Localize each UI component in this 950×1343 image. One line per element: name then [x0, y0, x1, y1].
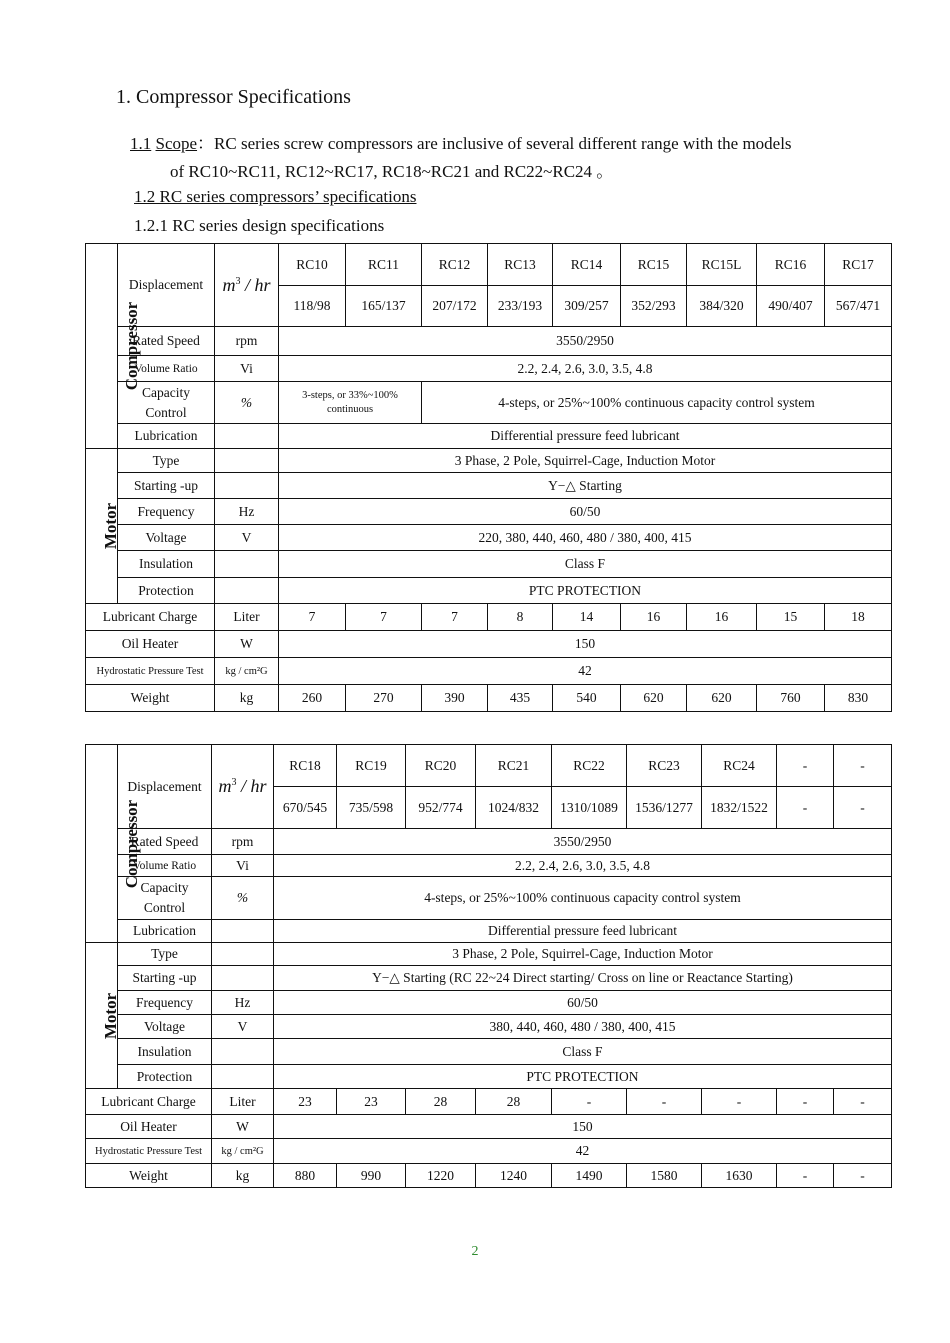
weight-unit: kg — [215, 685, 279, 712]
model-header: RC15L — [687, 244, 757, 286]
weight-unit: kg — [212, 1164, 274, 1188]
frequency-unit: Hz — [215, 499, 279, 525]
lubrication-unit — [212, 920, 274, 943]
hydrostatic-pressure-value: 42 — [279, 658, 892, 685]
oil-heater-unit: W — [212, 1115, 274, 1139]
type-unit — [215, 449, 279, 473]
model-header: RC16 — [757, 244, 825, 286]
model-header: RC19 — [337, 745, 406, 787]
lubricant-charge-value: 7 — [279, 604, 346, 631]
insulation-value: Class F — [274, 1039, 892, 1065]
scope-paragraph — [130, 130, 850, 186]
starting-up-unit — [212, 966, 274, 991]
weight-value: - — [777, 1164, 834, 1188]
model-header: RC14 — [553, 244, 621, 286]
starting-up-label: Starting -up — [118, 473, 215, 499]
displacement-value: - — [834, 787, 892, 829]
capacity-control-small-models: 3-steps, or 33%~100% continuous — [279, 382, 422, 424]
model-header: RC15 — [621, 244, 687, 286]
scope-end: 。 — [596, 162, 614, 181]
rated-speed-label: Rated Speed — [118, 327, 215, 356]
volume-ratio-value: 2.2, 2.4, 2.6, 3.0, 3.5, 4.8 — [279, 356, 892, 382]
frequency-unit: Hz — [212, 991, 274, 1015]
weight-value: 260 — [279, 685, 346, 712]
scope-colon: ： — [197, 134, 215, 153]
starting-up-unit — [215, 473, 279, 499]
weight-value: 990 — [337, 1164, 406, 1188]
displacement-value: - — [777, 787, 834, 829]
lubricant-charge-label: Lubricant Charge — [86, 604, 215, 631]
weight-value: 1630 — [702, 1164, 777, 1188]
weight-value: 760 — [757, 685, 825, 712]
page-number: 2 — [471, 1244, 479, 1259]
starting-up-value: Y−△ Starting — [279, 473, 892, 499]
model-header: RC23 — [627, 745, 702, 787]
volume-ratio-label: Volume Ratio — [118, 855, 212, 877]
oil-heater-unit: W — [215, 631, 279, 658]
weight-value: 1240 — [476, 1164, 552, 1188]
lubricant-charge-value: 16 — [621, 604, 687, 631]
hydrostatic-pressure-value: 42 — [274, 1139, 892, 1164]
displacement-value: 735/598 — [337, 787, 406, 829]
hydrostatic-pressure-unit: kg / cm²G — [215, 658, 279, 685]
frequency-label: Frequency — [118, 991, 212, 1015]
protection-unit — [215, 578, 279, 604]
weight-value: 620 — [621, 685, 687, 712]
displacement-value: 1832/1522 — [702, 787, 777, 829]
lubricant-charge-value: - — [777, 1089, 834, 1115]
voltage-label: Voltage — [118, 525, 215, 551]
lubrication-label: Lubrication — [118, 424, 215, 449]
lubricant-charge-value: - — [627, 1089, 702, 1115]
protection-label: Protection — [118, 1065, 212, 1089]
type-label: Type — [118, 449, 215, 473]
displacement-value: 165/137 — [346, 286, 422, 327]
rated-speed-value: 3550/2950 — [274, 829, 892, 855]
type-label: Type — [118, 943, 212, 966]
weight-value: 880 — [274, 1164, 337, 1188]
capacity-control-label: Capacity Control — [118, 877, 212, 920]
rated-speed-label: Rated Speed — [118, 829, 212, 855]
compressor-group-label: Compressor — [86, 244, 118, 449]
capacity-control-unit: % — [212, 877, 274, 920]
oil-heater-label: Oil Heater — [86, 631, 215, 658]
type-unit — [212, 943, 274, 966]
displacement-value: 1024/832 — [476, 787, 552, 829]
weight-value: 830 — [825, 685, 892, 712]
scope-number: 1.1 — [130, 134, 152, 153]
model-header: RC11 — [346, 244, 422, 286]
displacement-unit: $m^3$ / hr — [212, 745, 274, 829]
model-header: - — [834, 745, 892, 787]
weight-label: Weight — [86, 1164, 212, 1188]
capacity-control-label: Capacity Control — [118, 382, 215, 424]
lubricant-charge-value: 14 — [553, 604, 621, 631]
lubrication-unit — [215, 424, 279, 449]
lubricant-charge-unit: Liter — [212, 1089, 274, 1115]
lubricant-charge-label: Lubricant Charge — [86, 1089, 212, 1115]
capacity-control-value: 4-steps, or 25%~100% continuous capacity control system — [422, 382, 892, 424]
hydrostatic-pressure-unit: kg / cm²G — [212, 1139, 274, 1164]
motor-group-label: Motor — [86, 449, 118, 604]
weight-value: 1580 — [627, 1164, 702, 1188]
model-header: RC22 — [552, 745, 627, 787]
oil-heater-value: 150 — [274, 1115, 892, 1139]
scope-text-2: of RC10~RC11, RC12~RC17, RC18~RC21 and RC22~RC24 — [170, 162, 593, 181]
weight-value: 1220 — [406, 1164, 476, 1188]
model-header: RC13 — [488, 244, 553, 286]
frequency-value: 60/50 — [279, 499, 892, 525]
weight-value: 1490 — [552, 1164, 627, 1188]
voltage-value: 220, 380, 440, 460, 480 / 380, 400, 415 — [279, 525, 892, 551]
insulation-unit — [212, 1039, 274, 1065]
insulation-label: Insulation — [118, 551, 215, 578]
voltage-unit: V — [212, 1015, 274, 1039]
voltage-unit: V — [215, 525, 279, 551]
model-header: RC17 — [825, 244, 892, 286]
displacement-value: 352/293 — [621, 286, 687, 327]
weight-value: 620 — [687, 685, 757, 712]
volume-ratio-unit: Vi — [212, 855, 274, 877]
compressor-group-label: Compressor — [86, 745, 118, 943]
model-header: RC20 — [406, 745, 476, 787]
lubricant-charge-value: 18 — [825, 604, 892, 631]
voltage-value: 380, 440, 460, 480 / 380, 400, 415 — [274, 1015, 892, 1039]
insulation-unit — [215, 551, 279, 578]
insulation-label: Insulation — [118, 1039, 212, 1065]
displacement-value: 490/407 — [757, 286, 825, 327]
volume-ratio-value: 2.2, 2.4, 2.6, 3.0, 3.5, 4.8 — [274, 855, 892, 877]
rated-speed-unit: rpm — [212, 829, 274, 855]
volume-ratio-unit: Vi — [215, 356, 279, 382]
model-header: RC12 — [422, 244, 488, 286]
model-header: RC21 — [476, 745, 552, 787]
displacement-unit: $m^3$ / hr — [215, 244, 279, 327]
lubricant-charge-value: 16 — [687, 604, 757, 631]
type-value: 3 Phase, 2 Pole, Squirrel-Cage, Induction Motor — [279, 449, 892, 473]
displacement-value: 384/320 — [687, 286, 757, 327]
lubricant-charge-value: - — [702, 1089, 777, 1115]
weight-value: 390 — [422, 685, 488, 712]
protection-unit — [212, 1065, 274, 1089]
lubricant-charge-value: 7 — [422, 604, 488, 631]
weight-value: 270 — [346, 685, 422, 712]
protection-value: PTC PROTECTION — [279, 578, 892, 604]
subsection-1-2-title: 1.2 RC series compressors’ specifications — [134, 187, 417, 206]
lubrication-value: Differential pressure feed lubricant — [279, 424, 892, 449]
displacement-value: 567/471 — [825, 286, 892, 327]
displacement-value: 670/545 — [274, 787, 337, 829]
lubricant-charge-value: - — [552, 1089, 627, 1115]
oil-heater-value: 150 — [279, 631, 892, 658]
lubricant-charge-value: 28 — [406, 1089, 476, 1115]
displacement-value: 118/98 — [279, 286, 346, 327]
spec-table-rc10-rc17 — [85, 243, 892, 712]
hydrostatic-pressure-label: Hydrostatic Pressure Test — [86, 1139, 212, 1164]
weight-label: Weight — [86, 685, 215, 712]
volume-ratio-label: Volume Ratio — [118, 356, 215, 382]
capacity-control-value: 4-steps, or 25%~100% continuous capacity control system — [274, 877, 892, 920]
displacement-label: Displacement — [118, 745, 212, 829]
insulation-value: Class F — [279, 551, 892, 578]
scope-text-1: RC series screw compressors are inclusive of several different range with the models — [214, 134, 792, 153]
lubricant-charge-value: 28 — [476, 1089, 552, 1115]
displacement-value: 207/172 — [422, 286, 488, 327]
displacement-value: 1536/1277 — [627, 787, 702, 829]
lubricant-charge-value: 8 — [488, 604, 553, 631]
protection-value: PTC PROTECTION — [274, 1065, 892, 1089]
voltage-label: Voltage — [118, 1015, 212, 1039]
starting-up-value: Y−△ Starting (RC 22~24 Direct starting/ Cross on line or Reactance Starting) — [274, 966, 892, 991]
lubrication-value: Differential pressure feed lubricant — [274, 920, 892, 943]
frequency-label: Frequency — [118, 499, 215, 525]
protection-label: Protection — [118, 578, 215, 604]
frequency-value: 60/50 — [274, 991, 892, 1015]
model-header: RC18 — [274, 745, 337, 787]
model-header: RC24 — [702, 745, 777, 787]
type-value: 3 Phase, 2 Pole, Squirrel-Cage, Induction Motor — [274, 943, 892, 966]
scope-label: Scope — [155, 134, 198, 153]
rated-speed-value: 3550/2950 — [279, 327, 892, 356]
weight-value: - — [834, 1164, 892, 1188]
displacement-value: 309/257 — [553, 286, 621, 327]
weight-value: 435 — [488, 685, 553, 712]
hydrostatic-pressure-label: Hydrostatic Pressure Test — [86, 658, 215, 685]
lubrication-label: Lubrication — [118, 920, 212, 943]
model-header: RC10 — [279, 244, 346, 286]
lubricant-charge-value: 15 — [757, 604, 825, 631]
model-header: - — [777, 745, 834, 787]
weight-value: 540 — [553, 685, 621, 712]
displacement-value: 233/193 — [488, 286, 553, 327]
displacement-label: Displacement — [118, 244, 215, 327]
lubricant-charge-value: 7 — [346, 604, 422, 631]
starting-up-label: Starting -up — [118, 966, 212, 991]
motor-group-label: Motor — [86, 943, 118, 1089]
lubricant-charge-value: - — [834, 1089, 892, 1115]
capacity-control-unit: % — [215, 382, 279, 424]
lubricant-charge-value: 23 — [337, 1089, 406, 1115]
lubricant-charge-unit: Liter — [215, 604, 279, 631]
spec-table-rc18-rc24 — [85, 744, 892, 1188]
subsection-1-2-1-title: 1.2.1 RC series design specifications — [134, 216, 385, 235]
displacement-value: 952/774 — [406, 787, 476, 829]
displacement-value: 1310/1089 — [552, 787, 627, 829]
lubricant-charge-value: 23 — [274, 1089, 337, 1115]
oil-heater-label: Oil Heater — [86, 1115, 212, 1139]
rated-speed-unit: rpm — [215, 327, 279, 356]
section-heading: 1. Compressor Specifications — [116, 86, 351, 108]
